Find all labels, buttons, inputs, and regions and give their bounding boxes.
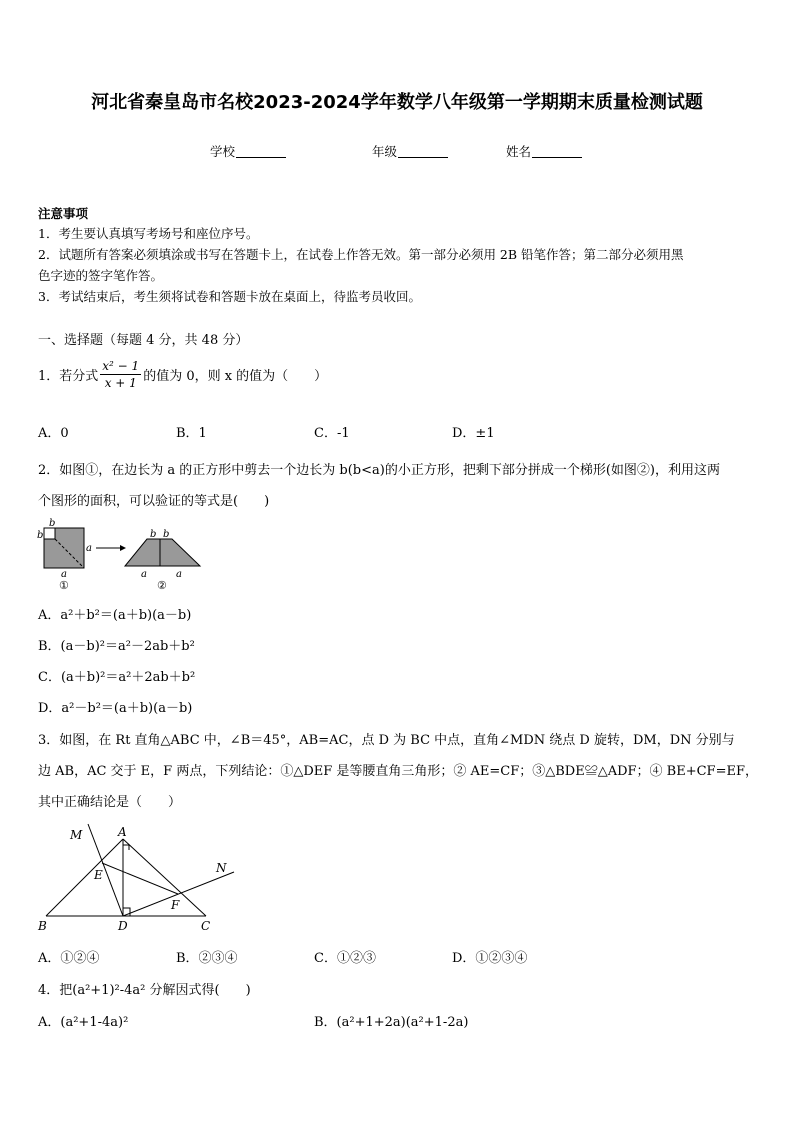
q3-option-b[interactable]: B．②③④ [176, 951, 238, 966]
q1-option-a[interactable]: A．0 [38, 426, 69, 441]
fraction: $\frac{\text{x² − 1}}{x + 1}$ [102, 359, 140, 390]
point-b: B [38, 919, 47, 933]
point-d: D [118, 919, 128, 933]
label-a-trap2: a [176, 569, 182, 580]
segment-ef [102, 863, 178, 894]
label-b-top: b [49, 518, 56, 529]
label-b-trap2: b [163, 529, 170, 540]
name-field[interactable]: 姓名 [506, 142, 582, 160]
small-square [44, 528, 55, 539]
notice-heading: 注意事项 [38, 206, 89, 221]
q4-option-a[interactable]: A．(a²+1-4a)² [38, 1015, 129, 1030]
label-a-trap1: a [141, 569, 147, 580]
point-e: E [94, 868, 103, 882]
segment-ac [123, 839, 206, 916]
label-a-bottom: a [61, 569, 67, 580]
label-b-left: b [37, 530, 44, 541]
notice-item: 色字迹的签字笔作答。 [38, 268, 164, 283]
question-4: 4．把(a²+1)²-4a² 分解因式得( ) [38, 983, 251, 998]
label-b-trap1: b [150, 529, 157, 540]
segment-ab [46, 839, 123, 916]
q1-option-b[interactable]: B．1 [176, 426, 207, 441]
q3-option-a[interactable]: A．①②④ [38, 951, 100, 966]
question-3-line2: 边 AB，AC 交于 E，F 两点，下列结论：①△DEF 是等腰直角三角形；② AE=CF；③△BDE≌△ADF；④ BE+CF=EF， [38, 764, 758, 779]
grade-field[interactable]: 年级 [372, 142, 448, 160]
figure-label-1: ① [59, 579, 69, 592]
question-3-line1: 3．如图，在 Rt 直角△ABC 中，∠B＝45°，AB=AC，点 D 为 BC 中点，直角∠MDN 绕点 D 旋转，DM，DN 分别与 [38, 733, 735, 748]
q1-option-d[interactable]: D．±1 [452, 426, 495, 441]
q2-option-c[interactable]: C．(a＋b)²＝a²＋2ab＋b² [38, 670, 196, 685]
notice-item: 2．试题所有答案必须填涂或书写在答题卡上，在试卷上作答无效。第一部分必须用 2B 铅笔作答；第二部分必须用黑 [38, 247, 684, 262]
question-2-line2: 个图形的面积，可以验证的等式是( ) [38, 494, 270, 509]
figure-label-2: ② [157, 579, 167, 592]
q2-option-a[interactable]: A．a²＋b²＝(a＋b)(a－b) [38, 608, 192, 623]
page-title: 河北省秦皇岛市名校2023-2024学年数学八年级第一学期期末质量检测试题 [91, 92, 703, 113]
school-field[interactable]: 学校 [210, 142, 286, 160]
point-n: N [216, 861, 227, 875]
question-3-line3: 其中正确结论是（ ） [38, 795, 182, 810]
arrow-icon [120, 545, 126, 551]
question-1: 1．若分式 $\frac{\text{x² − 1}}{x + 1}$ 的值为 0，则 x 的值为（ ） [38, 359, 328, 390]
right-angle-a [123, 845, 129, 850]
point-c: C [201, 919, 211, 933]
q3-figure [36, 822, 246, 938]
q1-option-c[interactable]: C．-1 [314, 426, 350, 441]
q2-option-d[interactable]: D．a²－b²＝(a＋b)(a－b) [38, 701, 193, 716]
q4-option-b[interactable]: B．(a²+1+2a)(a²+1-2a) [314, 1015, 469, 1030]
trapezoid [125, 539, 200, 566]
q2-figure [36, 518, 206, 592]
notice-item: 1．考生要认真填写考场号和座位序号。 [38, 226, 259, 241]
label-a-right: a [86, 543, 92, 554]
point-f: F [171, 898, 180, 912]
q3-option-d[interactable]: D．①②③④ [452, 951, 528, 966]
q2-option-b[interactable]: B．(a－b)²＝a²－2ab＋b² [38, 639, 195, 654]
section-heading: 一、选择题（每题 4 分，共 48 分） [38, 333, 249, 348]
q3-option-c[interactable]: C．①②③ [314, 951, 376, 966]
point-a: A [118, 825, 127, 839]
question-2-line1: 2．如图①，在边长为 a 的正方形中剪去一个边长为 b(b<a)的小正方形，把剩下部分拼成一个梯形(如图②)，利用这两 [38, 463, 720, 478]
point-m: M [70, 828, 83, 842]
notice-item: 3．考试结束后，考生须将试卷和答题卡放在桌面上，待监考员收回。 [38, 289, 421, 304]
